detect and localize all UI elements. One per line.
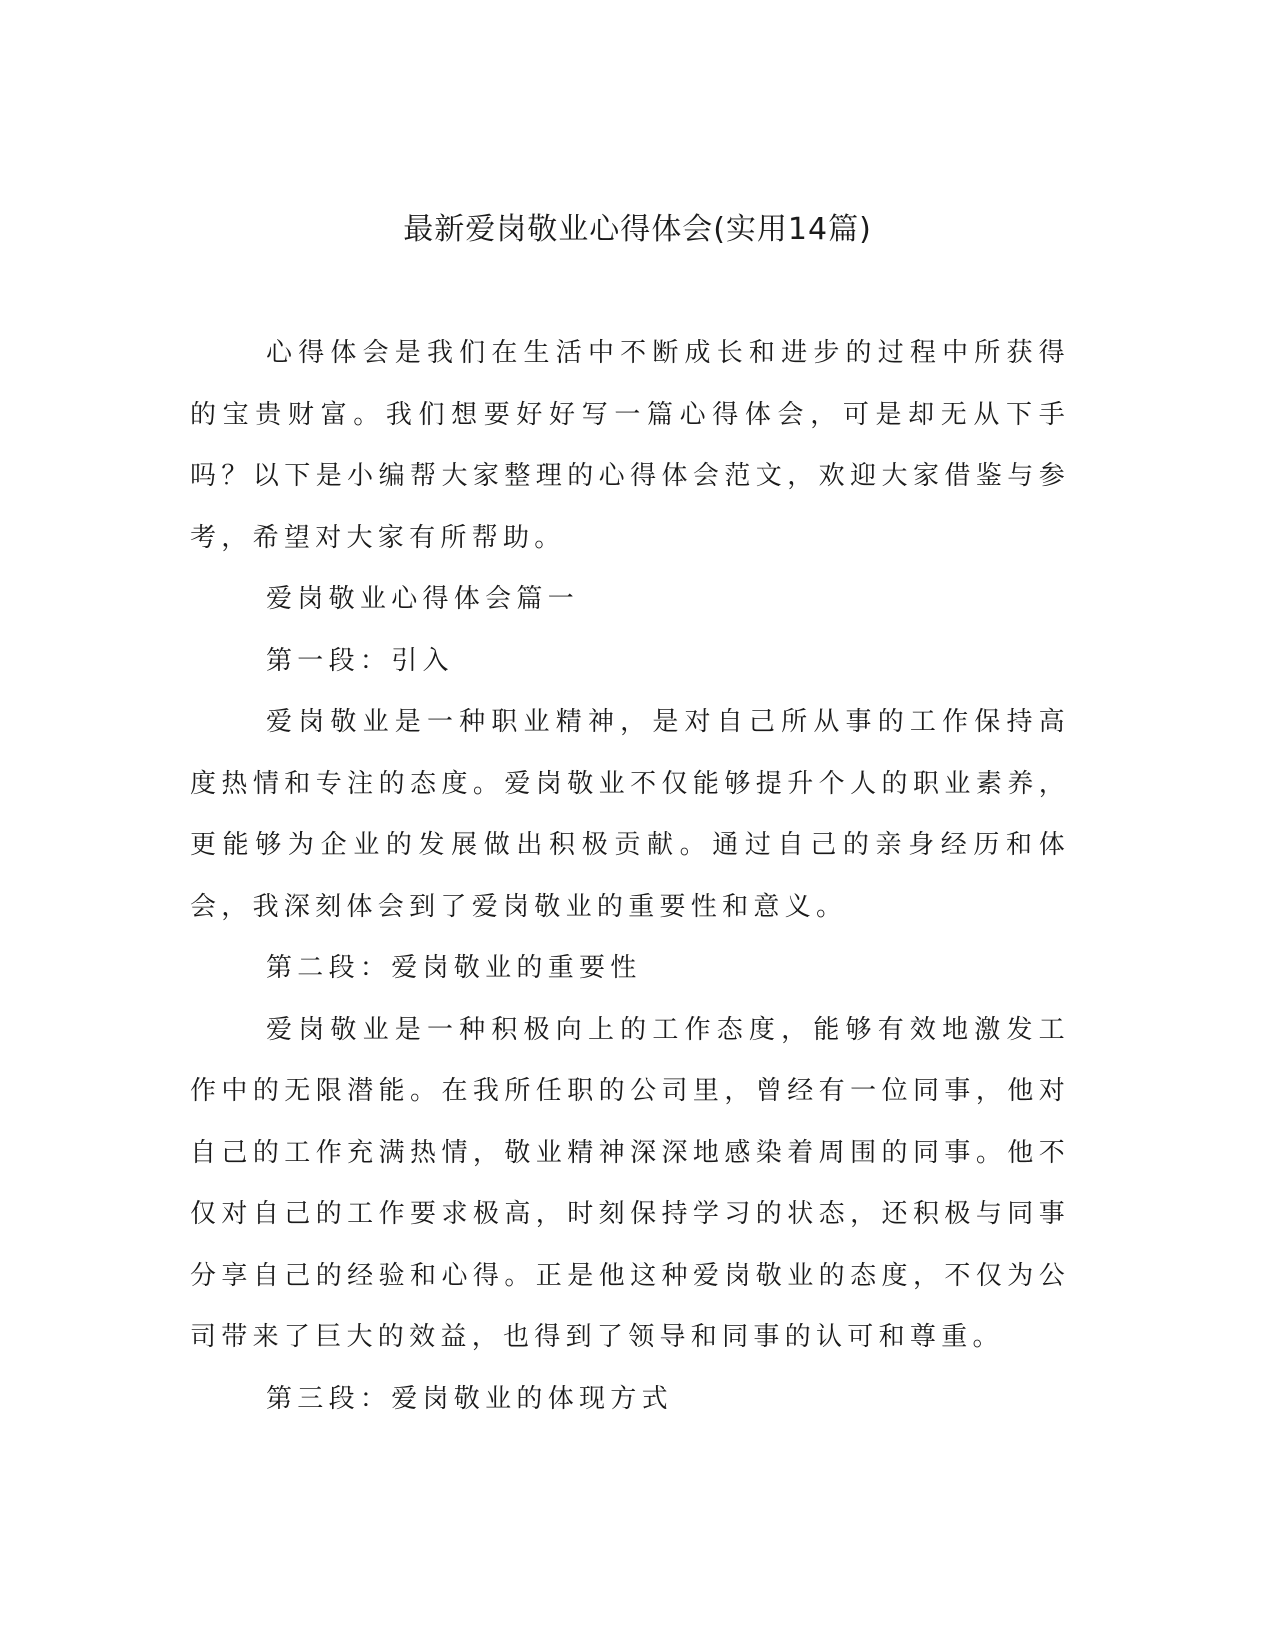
document-title: 最新爱岗敬业心得体会(实用14篇) bbox=[403, 212, 872, 247]
section-1-heading: 第一段：引入 bbox=[266, 645, 454, 676]
article-heading: 爱岗敬业心得体会篇一 bbox=[266, 584, 580, 614]
intro-paragraph: 心得体会是我们在生活中不断成长和进步的过程中所获得的宝贵财富。我们想要好好写一篇心得体会，可是却无从下手吗？以下是小编帮大家整理的心得体会范文，欢迎大家借鉴与参考，希望对大家有所帮助。 bbox=[190, 338, 1070, 553]
section-1-paragraph: 爱岗敬业是一种职业精神，是对自己所从事的工作保持高度热情和专注的态度。爱岗敬业不仅能够提升个人的职业素养，更能够为企业的发展做出积极贡献。通过自己的亲身经历和体会，我深刻体会到了爱岗敬业的重要性和意义。 bbox=[190, 707, 1070, 922]
section-2-paragraph: 爱岗敬业是一种积极向上的工作态度，能够有效地激发工作中的无限潜能。在我所任职的公司里，曾经有一位同事，他对自己的工作充满热情，敬业精神深深地感染着周围的同事。他不仅对自己的工作要求极高，时刻保持学习的状态，还积极与同事分享自己的经验和心得。正是他这种爱岗敬业的态度，不仅为公司带来了巨大的效益，也得到了领导和同事的认可和尊重。 bbox=[190, 1014, 1070, 1352]
section-3-heading: 第三段：爱岗敬业的体现方式 bbox=[266, 1383, 673, 1414]
document-body bbox=[190, 323, 1070, 1430]
section-2-heading: 第二段：爱岗敬业的重要性 bbox=[266, 953, 642, 983]
